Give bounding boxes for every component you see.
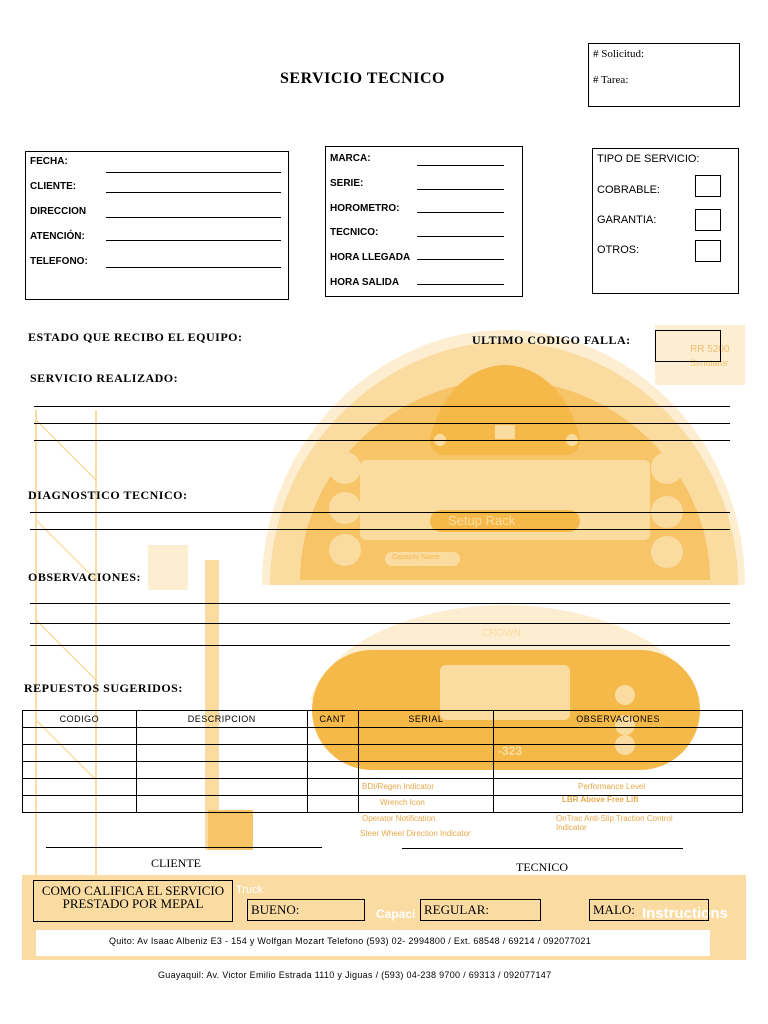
servicio-line[interactable] (34, 423, 730, 424)
watermark-capacity2: Capaci (376, 907, 416, 921)
request-box (588, 43, 740, 107)
telefono-field[interactable] (106, 267, 281, 268)
tarea-label: # Tarea: (593, 74, 629, 86)
rating-question-line2: PRESTADO POR MEPAL (62, 896, 204, 911)
serie-field[interactable] (417, 189, 504, 190)
tecnico-signature-line[interactable] (402, 848, 683, 849)
watermark-capacity: Capacity Name (392, 554, 440, 561)
table-row (23, 745, 743, 762)
otros-checkbox[interactable] (695, 240, 721, 262)
cobrable-checkbox[interactable] (695, 175, 721, 197)
servicio-line[interactable] (34, 406, 730, 407)
table-row (23, 728, 743, 745)
service-type-heading: TIPO DE SERVICIO: (597, 153, 700, 165)
observaciones-heading: OBSERVACIONES: (28, 570, 142, 584)
table-cell[interactable] (494, 745, 743, 762)
table-cell[interactable] (136, 762, 307, 779)
table-cell[interactable] (494, 762, 743, 779)
cliente-label: CLIENTE: (30, 181, 77, 192)
direccion-field[interactable] (106, 217, 281, 218)
hora-salida-field[interactable] (417, 284, 504, 285)
tecnico-signature-label: TECNICO (516, 860, 568, 874)
page-title: SERVICIO TECNICO (280, 70, 445, 87)
service-type-box (592, 148, 739, 294)
tecnico-label: TECNICO: (330, 227, 379, 238)
table-cell[interactable] (307, 728, 358, 745)
watermark-wrench: Wrench Icon (380, 798, 425, 807)
horometro-label: HOROMETRO: (330, 203, 400, 214)
watermark-perf: Performance Level (578, 782, 646, 791)
watermark-ontrac: OnTrac Anti-Slip Traction Control Indicator (556, 814, 673, 832)
diagnostico-line[interactable] (30, 512, 730, 513)
table-cell[interactable] (358, 728, 494, 745)
equipment-info-box (325, 146, 523, 297)
col-descripcion-header: DESCRIPCION (136, 711, 307, 728)
table-row (23, 779, 743, 796)
cobrable-label: COBRABLE: (597, 184, 660, 196)
fecha-label: FECHA: (30, 156, 68, 167)
col-codigo-header: CODIGO (23, 711, 137, 728)
watermark-steer: Steer Wheel Direction Indicator (360, 829, 471, 838)
table-cell[interactable] (307, 745, 358, 762)
diagnostico-heading: DIAGNOSTICO TECNICO: (28, 488, 188, 502)
watermark-crown: CROWN (482, 628, 521, 639)
watermark-lbr: LBR Above Free Lift (562, 795, 639, 804)
horometro-field[interactable] (417, 212, 504, 213)
observaciones-line[interactable] (30, 623, 730, 624)
table-header-row (23, 711, 743, 728)
table-cell[interactable] (358, 779, 494, 796)
table-cell[interactable] (494, 796, 743, 813)
atencion-label: ATENCIÓN: (30, 231, 85, 242)
col-serial-header: SERIAL (358, 711, 494, 728)
ultimo-codigo-field[interactable] (655, 330, 721, 362)
observaciones-line[interactable] (30, 645, 730, 646)
hora-salida-label: HORA SALIDA (330, 277, 400, 288)
footer-guayaquil: Guayaquil: Av. Victor Emilio Estrada 1110 y Jiguas / (593) 04-238 9700 / 69313 / 092077147 (158, 970, 552, 980)
watermark-display-num: -323 (498, 744, 523, 758)
marca-label: MARCA: (330, 153, 371, 164)
watermark-operator: Operator Notification (362, 814, 436, 823)
observaciones-line[interactable] (30, 603, 730, 604)
telefono-label: TELEFONO: (30, 256, 88, 267)
garantia-label: GARANTIA: (597, 214, 657, 226)
table-cell[interactable] (494, 728, 743, 745)
hora-llegada-field[interactable] (417, 259, 504, 260)
table-cell[interactable] (23, 796, 137, 813)
col-observaciones-header: OBSERVACIONES (494, 711, 743, 728)
fecha-field[interactable] (106, 172, 281, 173)
diagnostico-line[interactable] (30, 529, 730, 530)
servicio-line[interactable] (34, 440, 730, 441)
table-cell[interactable] (136, 745, 307, 762)
ultimo-codigo-heading: ULTIMO CODIGO FALLA: (472, 333, 631, 347)
marca-field[interactable] (417, 165, 504, 166)
table-cell[interactable] (494, 779, 743, 796)
parts-table (22, 710, 743, 813)
direccion-label: DIRECCION (30, 206, 87, 217)
watermark-model: RR 5200 (690, 344, 730, 355)
cliente-signature-line[interactable] (46, 847, 322, 848)
watermark-illustration (0, 320, 768, 960)
otros-label: OTROS: (597, 244, 640, 256)
col-cant-header: CANT (307, 711, 358, 728)
repuestos-heading: REPUESTOS SUGERIDOS: (24, 681, 183, 695)
solicitud-label: # Solicitud: (593, 48, 645, 60)
table-cell[interactable] (358, 796, 494, 813)
cliente-field[interactable] (106, 192, 281, 193)
servicio-heading: SERVICIO REALIZADO: (30, 371, 179, 385)
table-row (23, 796, 743, 813)
table-cell[interactable] (23, 745, 137, 762)
estado-heading: ESTADO QUE RECIBO EL EQUIPO: (28, 330, 243, 344)
rating-question-line1: COMO CALIFICA EL SERVICIO (41, 883, 225, 898)
table-cell[interactable] (136, 728, 307, 745)
footer-quito: Quito: Av Isaac Albeniz E3 - 154 y Wolfgan Mozart Telefono (593) 02- 2994800 / Ext. 68548 / 69214 / 092077021 (109, 936, 592, 946)
watermark-bdi: BDI/Regen Indicator (362, 782, 435, 791)
table-cell[interactable] (23, 779, 137, 796)
table-cell[interactable] (136, 796, 307, 813)
table-row (23, 762, 743, 779)
table-cell[interactable] (307, 762, 358, 779)
watermark-background (0, 320, 768, 960)
serie-label: SERIE: (330, 178, 364, 189)
table-cell[interactable] (358, 762, 494, 779)
watermark-instructions: Instructions (642, 905, 728, 922)
table-cell[interactable] (136, 779, 307, 796)
regular-option[interactable]: REGULAR: (420, 899, 541, 921)
cliente-signature-label: CLIENTE (151, 856, 201, 870)
watermark-truck: Truck (236, 884, 264, 896)
bueno-option[interactable]: BUENO: (247, 899, 365, 921)
watermark-simulator: Simulator (690, 358, 729, 368)
watermark-setup-rack: Setup Rack (448, 513, 516, 528)
rating-question-box (33, 880, 233, 922)
table-cell[interactable] (23, 762, 137, 779)
malo-option[interactable]: MALO: (589, 899, 709, 921)
hora-llegada-label: HORA LLEGADA (330, 252, 411, 263)
client-info-box (25, 151, 289, 300)
table-cell[interactable] (23, 728, 137, 745)
table-cell[interactable] (307, 796, 358, 813)
table-cell[interactable] (307, 779, 358, 796)
atencion-field[interactable] (106, 240, 281, 241)
table-cell[interactable] (358, 745, 494, 762)
garantia-checkbox[interactable] (695, 209, 721, 231)
tecnico-field[interactable] (417, 236, 504, 237)
